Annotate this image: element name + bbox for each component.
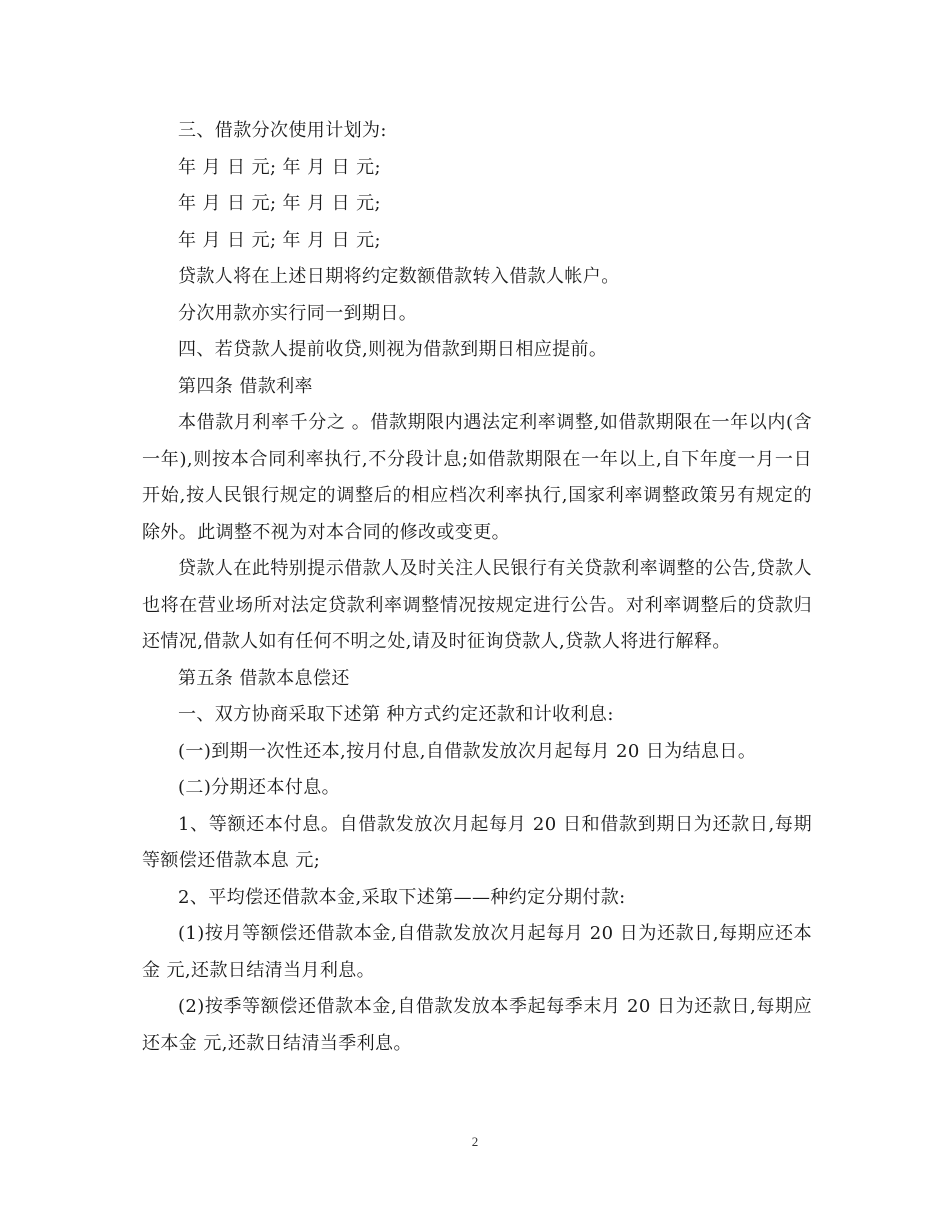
section-heading: 第五条 借款本息偿还 (178, 667, 350, 689)
paragraph: (2)按季等额偿还借款本金,自借款发放本季起每季末月 20 日为还款日,每期应还本金 元,还款日结清当季利息。 (142, 996, 812, 1054)
page-number: 2 (471, 1134, 479, 1149)
paragraph: 年 月 日 元; 年 月 日 元; (178, 156, 381, 178)
paragraph: 一、双方协商采取下述第 种方式约定还款和计收利息: (178, 704, 614, 725)
paragraph: (二)分期还本付息。 (178, 777, 341, 798)
paragraph: 年 月 日 元; 年 月 日 元; (178, 229, 381, 251)
paragraph: 贷款人将在上述日期将约定数额借款转入借款人帐户。 (178, 266, 620, 287)
paragraph: 分次用款亦实行同一到期日。 (178, 302, 418, 324)
section-heading: 第四条 借款利率 (178, 375, 313, 397)
paragraph: 年 月 日 元; 年 月 日 元; (178, 193, 381, 214)
paragraph: (一)到期一次性还本,按月付息,自借款发放次月起每月 20 日为结息日。 (178, 740, 757, 762)
paragraph: (1)按月等额偿还借款本金,自借款发放次月起每月 20 日为还款日,每期应还本金 元,还款日结清当月利息。 (142, 923, 812, 981)
paragraph: 贷款人在此特别提示借款人及时关注人民银行有关贷款利率调整的公告,贷款人也将在营业场所对法定贷款利率调整情况按规定进行公告。对利率调整后的贷款归还情况,借款人如有任何不明之处,请及时征询贷款人,贷款人将进行解释。 (142, 558, 812, 652)
paragraph: 三、借款分次使用计划为: (178, 120, 387, 141)
paragraph: 1、等额还本付息。自借款发放次月起每月 20 日和借款到期日为还款日,每期等额偿还借款本息 元; (142, 813, 812, 871)
paragraph: 四、若贷款人提前收贷,则视为借款到期日相应提前。 (178, 339, 608, 360)
paragraph: 本借款月利率千分之 。借款期限内遇法定利率调整,如借款期限在一年以内(含一年),则按本合同利率执行,不分段计息;如借款期限在一年以上,自下年度一月一日开始,按人民银行规定的调整后的相应档次利率执行,国家利率调整政策另有规定的除外。此调整不视为对本合同的修改或变更。 (142, 412, 812, 543)
document-body (142, 113, 812, 1062)
paragraph: 2、平均偿还借款本金,采取下述第——种约定分期付款: (178, 886, 626, 908)
